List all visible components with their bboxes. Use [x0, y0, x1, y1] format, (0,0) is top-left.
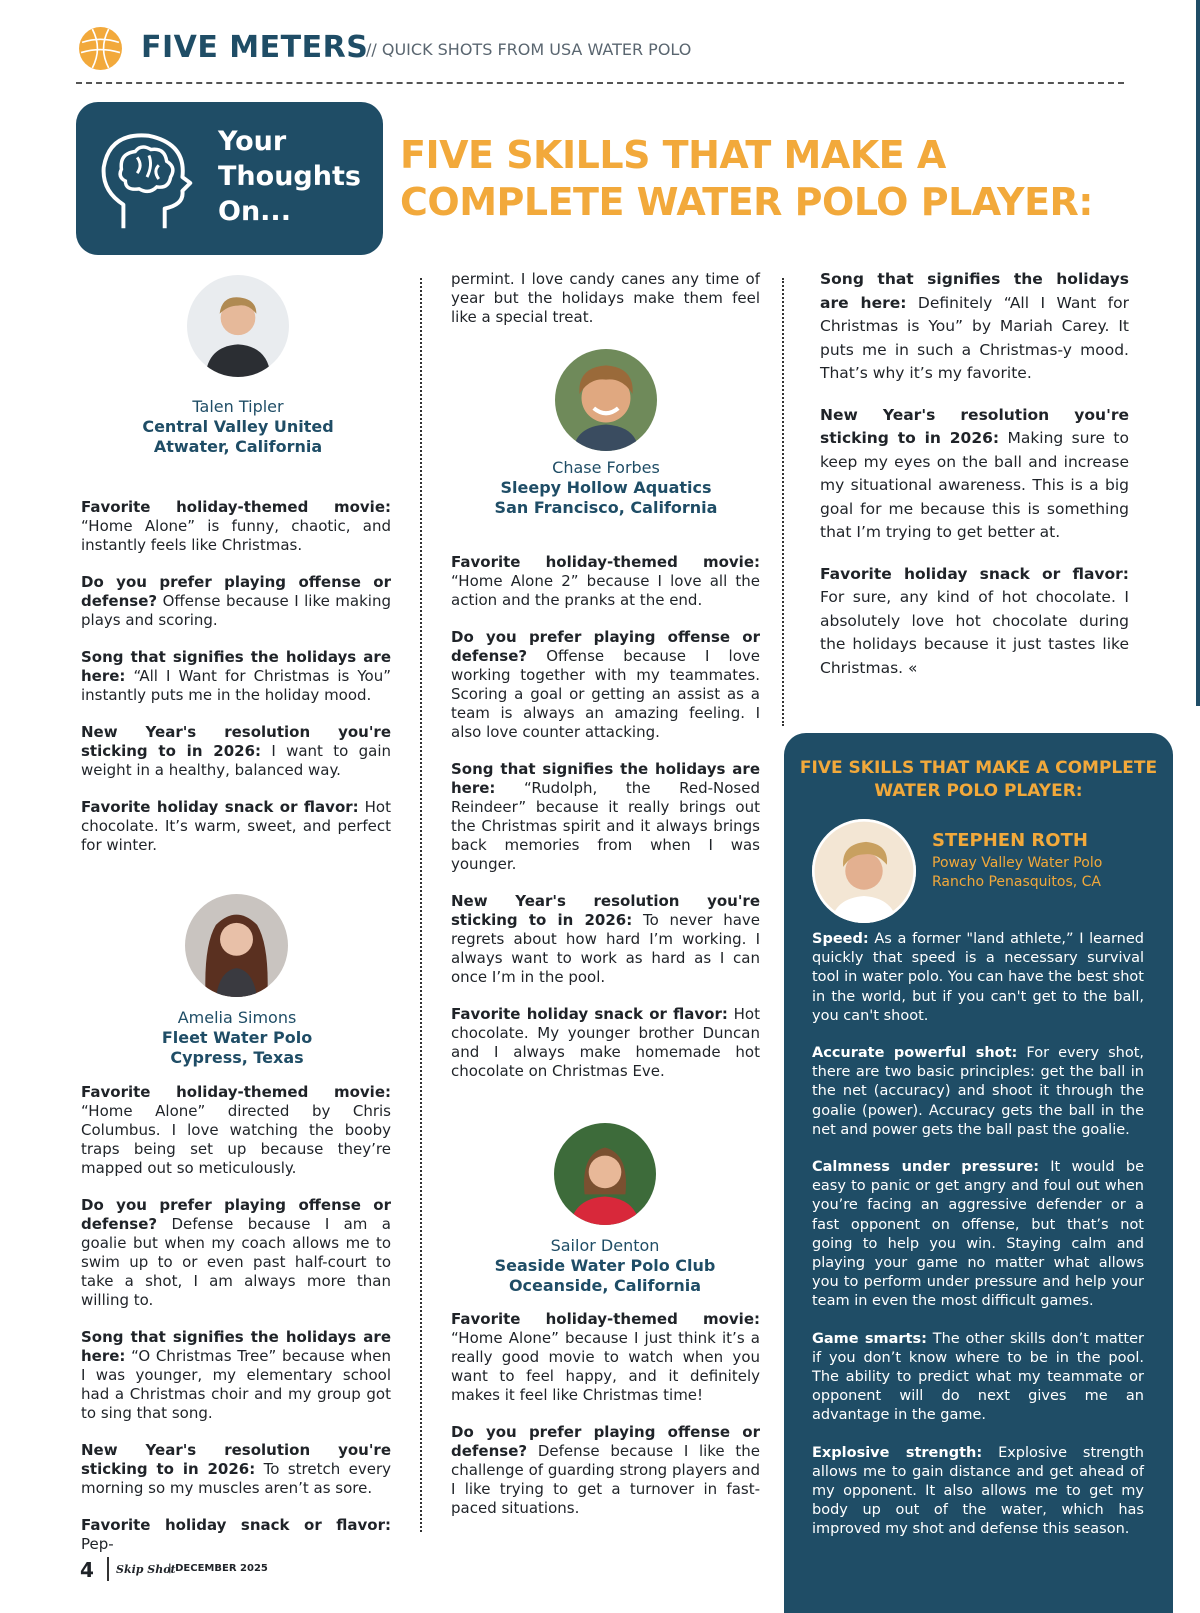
section-subtitle: // QUICK SHOTS FROM USA WATER POLO — [366, 40, 692, 59]
sidebar-title: FIVE SKILLS THAT MAKE A COMPLETE WATER POLO PLAYER: — [799, 758, 1158, 801]
person-location: Cypress, Texas — [170, 1048, 304, 1067]
column-divider — [420, 278, 422, 1532]
qa-amelia-continued: permint. I love candy canes any time of year but the holidays make them feel like a special treat. — [451, 270, 760, 326]
avatar-sailor-denton — [554, 1123, 656, 1225]
person-location: Oceanside, California — [508, 1276, 702, 1295]
column-divider — [782, 278, 784, 726]
issue-date: | DECEMBER 2025 — [168, 1563, 268, 1574]
person-club: Fleet Water Polo — [161, 1028, 313, 1047]
header-divider — [76, 82, 1124, 84]
publication-name: Skip Shot — [116, 1563, 176, 1576]
avatar-talen-tipler — [187, 275, 289, 377]
avatar-amelia-simons — [185, 894, 288, 997]
profile-caption — [121, 1008, 353, 1068]
qa-sailor-denton-continued: Song that signifies the holidays are here: Definitely “All I Want for Christmas is You” by Mariah Carey. It puts me in such a Christmas-y mood. That’s why it’s my favorite. New Year's resolution you're sticking to in 2026: Making sure to keep my eyes on the ball and increase my situational awareness. This is a big goal for me because this is something that I’m trying to get better at. Favorite holiday snack or flavor: For sure, any kind of hot chocolate. I absolutely love hot chocolate during the holidays because it just tastes like Christmas. « — [820, 270, 1129, 677]
qa-sailor-denton: Favorite holiday-themed movie: “Home Alone” because I just think it’s a really good movie to watch when you want to feel happy, and it definitely makes it feel like Christmas time! Do you prefer playing offense or defense? Defense because I like the challenge of guarding strong players and I like trying to get a turnover in fast-paced situations. — [451, 1310, 760, 1517]
feature-box-label: Your Thoughts On... — [218, 126, 361, 227]
avatar-chase-forbes — [555, 349, 657, 451]
person-club: Seaside Water Polo Club — [494, 1256, 716, 1275]
person-name: Chase Forbes — [552, 458, 660, 477]
qa-chase-forbes: Favorite holiday-themed movie: “Home Alone 2” because I love all the action and the pranks at the end. Do you prefer playing offense or defense? Offense because I love working together with my teammates. Scoring a goal or getting an assist as a team is always an amazing feeling. I also love counter attacking. Song that signifies the holidays are here: “Rudolph, the Red-Nosed Reindeer” because it really brings out the Christmas spirit and it always brings back memories from when I was younger. New Year's resolution you're sticking to in 2026: To never have regrets about how hard I’m working. I always want to work as hard as I can once I’m in the pool. Favorite holiday snack or flavor: Hot chocolate. My younger brother Duncan and I always make homemade hot chocolate on Christmas Eve. — [451, 553, 760, 1080]
brain-head-icon — [88, 122, 206, 240]
person-name: Amelia Simons — [177, 1008, 297, 1027]
profile-caption — [122, 397, 354, 457]
footer-divider — [107, 1557, 109, 1581]
sidebar-person-info: Poway Valley Water Polo Rancho Penasquitos, CA — [932, 855, 1103, 890]
water-polo-ball-icon — [78, 26, 123, 71]
profile-caption — [490, 1236, 720, 1296]
page-edge-strip — [1196, 0, 1200, 706]
qa-talen-tipler: Favorite holiday-themed movie: “Home Alone” is funny, chaotic, and instantly feels like Christmas. Do you prefer playing offense or defense? Offense because I like making plays and scoring. Song that signifies the holidays are here: “All I Want for Christmas is You” instantly puts me in the holiday mood. New Year's resolution you're sticking to in 2026: I want to gain weight in a healthy, balanced way. Favorite holiday snack or flavor: Hot chocolate. It’s warm, sweet, and perfect for winter. — [81, 498, 392, 854]
sidebar-person-name: STEPHEN ROTH — [932, 830, 1088, 851]
page-title: FIVE SKILLS THAT MAKE A COMPLETE WATER POLO PLAYER: — [400, 133, 1093, 224]
person-name: Talen Tipler — [192, 397, 284, 416]
section-title: FIVE METERS — [141, 30, 369, 65]
person-location: Atwater, California — [153, 437, 323, 456]
person-location: San Francisco, California — [494, 498, 718, 517]
sidebar-skills: Speed: As a former "land athlete,” I learned quickly that speed is a necessary survival tool in water polo. You can have the best shot in the world, but if you can't get to the ball, you can't shoot. Accurate powerful shot: For every shot, there are two basic principles: get the ball in the net (accuracy) and shoot it through the goalie (power). Accuracy gets the ball in the net and power gets the ball past the goalie. Calmness under pressure: It would be easy to panic or get angry and foul out when you’re facing an aggressive defender or a fast opponent on offense, but that’s not going to help you win. Staying calm and playing your game no matter what allows you to perform under pressure and help your team in even the most difficult games. Game smarts: The other skills don’t matter if you don’t know where to be in the pool. The ability to predict what my teammate or opponent will do next gives me an advantage in the game. Explosive strength: Explosive strength allows me to gain distance and get ahead of my opponent. It also allows me to get my body up out of the water, which has improved my shot and defense this season. — [812, 931, 1145, 1538]
page-number: 4 — [80, 1558, 94, 1582]
profile-caption — [491, 458, 721, 518]
person-name: Sailor Denton — [550, 1236, 660, 1255]
person-club: Sleepy Hollow Aquatics — [500, 478, 712, 497]
avatar-stephen-roth — [812, 819, 916, 923]
person-club: Central Valley United — [142, 417, 334, 436]
qa-amelia-simons: Favorite holiday-themed movie: “Home Alone” directed by Chris Columbus. I love watching the booby traps being set up because they’re mapped out so meticulously. Do you prefer playing offense or defense? Defense because I am a goalie but when my coach allows me to swim up to or even past half-court to take a shot, I am always more than willing to. Song that signifies the holidays are here: “O Christmas Tree” because when I was younger, my elementary school had a Christmas choir and my group got to sing that song. New Year's resolution you're sticking to in 2026: To stretch every morning so my muscles aren’t as sore. Favorite holiday snack or flavor: Pep- — [81, 1083, 391, 1553]
